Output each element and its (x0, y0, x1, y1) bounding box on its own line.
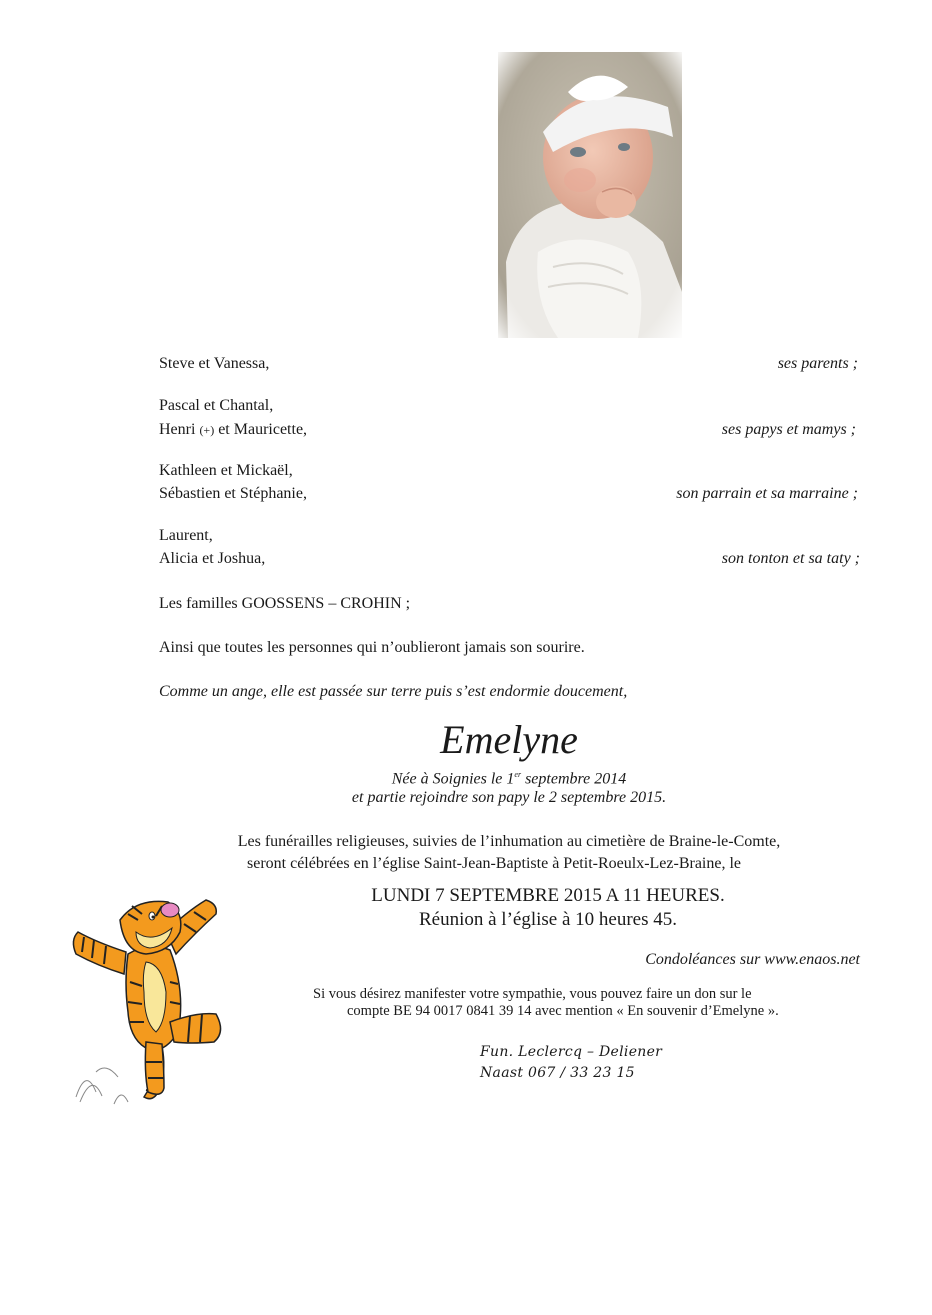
donation-line-1: Si vous désirez manifester votre sympathie, vous pouvez faire un don sur le (313, 986, 752, 1002)
birth-text: Née à Soignies le 1 (391, 770, 515, 788)
death-line: et partie rejoindre son papy le 2 septembre 2015. (351, 789, 667, 806)
tigger-illustration (66, 892, 228, 1114)
funeral-home-name: Fun. Leclercq – Deliener (480, 1044, 663, 1060)
funeral-date: LUNDI 7 SEPTEMBRE 2015 A 11 HEURES. (371, 885, 725, 906)
deceased-name: Emelyne (440, 717, 578, 762)
grandparent-name: Henri (159, 421, 196, 438)
donation-line-2: compte BE 94 0017 0841 39 14 avec mention « En souvenir d’Emelyne ». (347, 1003, 779, 1019)
funeral-home-phone: Naast 067 / 33 23 15 (480, 1065, 635, 1081)
relation-godparents: son parrain et sa marraine ; (676, 485, 858, 502)
deceased-mark: (+) (199, 423, 215, 437)
others-line: Ainsi que toutes les personnes qui n’oublieront jamais son sourire. (159, 639, 585, 656)
birth-line (0, 765, 932, 789)
relation-uncle-aunt: son tonton et sa taty ; (721, 550, 860, 567)
family-names-grandparents-2 (159, 420, 307, 440)
grandparent-name-2: et Mauricette, (218, 421, 308, 438)
relation-grandparents: ses papys et mamys ; (721, 421, 856, 438)
family-names-grandparents-1: Pascal et Chantal, (159, 397, 274, 414)
families-line: Les familles GOOSSENS – CROHIN ; (159, 595, 411, 612)
family-names-parents: Steve et Vanessa, (159, 355, 270, 372)
intro-line: Comme un ange, elle est passée sur terre puis s’est endormie doucement, (159, 683, 628, 700)
condolences-line: Condoléances sur www.enaos.net (645, 951, 860, 968)
baby-portrait-image (498, 52, 682, 338)
portrait-photo (498, 52, 682, 338)
meeting-line: Réunion à l’église à 10 heures 45. (418, 909, 677, 930)
family-names-uncle-aunt-1: Laurent, (159, 527, 213, 544)
birth-ordinal: er (514, 770, 522, 779)
birth-year: septembre 2014 (521, 770, 627, 788)
family-names-godparents-1: Kathleen et Mickaël, (159, 462, 293, 479)
relation-parents: ses parents ; (777, 355, 858, 372)
funeral-line-1: Les funérailles religieuses, suivies de l’inhumation au cimetière de Braine-le-Comte, (237, 833, 781, 850)
funeral-line-2: seront célébrées en l’église Saint-Jean-Baptiste à Petit-Roeulx-Lez-Braine, le (246, 855, 742, 872)
family-names-godparents-2: Sébastien et Stéphanie, (159, 485, 307, 502)
family-names-uncle-aunt-2: Alicia et Joshua, (159, 550, 266, 567)
